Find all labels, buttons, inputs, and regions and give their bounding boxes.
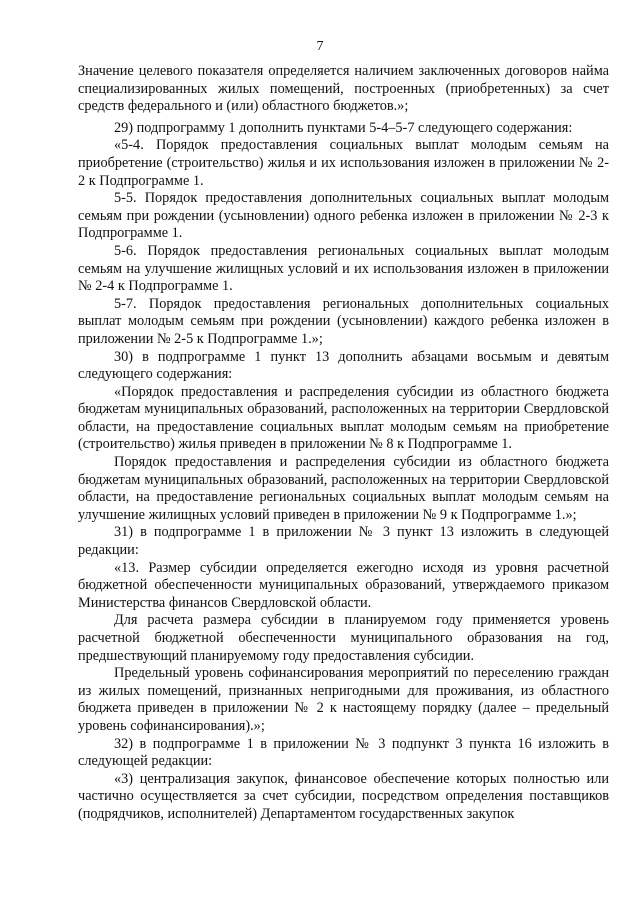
- paragraph-target-indicator: Значение целевого показателя определяется наличием заключенных договоров найма специализированных жилых помещений, построенных (приобретенных) за счет средств федерального и (или) областного бюджетов.»;: [78, 63, 609, 115]
- paragraph-item-32: 32) в подпрограмме 1 в приложении № 3 подпункт 3 пункта 16 изложить в следующей редакции:: [78, 735, 609, 770]
- paragraph-subsidy-order-1: «Порядок предоставления и распределения субсидии из областного бюджета бюджетам муниципальных образований, расположенных на территории Свердловской области, на предоставление социальных выплат молодым семьям на приобретение (строительство) жилья приведен в приложении № 8 к Подпрограмме 1.: [78, 383, 609, 453]
- paragraph-subsidy-calc: Для расчета размера субсидии в планируемом году применяется уровень расчетной бюджетной обеспеченности муниципального образования на год, предшествующий планируемому году предоставления субсидии.: [78, 612, 609, 664]
- paragraph-13: «13. Размер субсидии определяется ежегодно исходя из уровня расчетной бюджетной обеспеченности муниципальных образований, утверждаемого приказом Министерства финансов Свердловской области.: [78, 559, 609, 611]
- paragraph-item-29: 29) подпрограмму 1 дополнить пунктами 5-4–5-7 следующего содержания:: [114, 119, 573, 136]
- paragraph-item-30: 30) в подпрограмме 1 пункт 13 дополнить абзацами восьмым и девятым следующего содержания:: [78, 348, 609, 383]
- paragraph-5-6: 5-6. Порядок предоставления региональных социальных выплат молодым семьям на улучшение жилищных условий и их использования изложен в приложении № 2-4 к Подпрограмме 1.: [78, 242, 609, 295]
- paragraph-5-5: 5-5. Порядок предоставления дополнительных социальных выплат молодым семьям при рождении (усыновлении) одного ребенка изложен в приложении № 2-3 к Подпрограмме 1.: [78, 190, 609, 242]
- paragraph-item-31: 31) в подпрограмме 1 в приложении № 3 пункт 13 изложить в следующей редакции:: [78, 524, 609, 559]
- paragraph-5-7: 5-7. Порядок предоставления региональных дополнительных социальных выплат молодым семьям при рождении (усыновлении) каждого ребенка изложен в приложении № 2-5 к Подпрограмме 1.»;: [78, 295, 609, 347]
- paragraph-subsidy-order-2: Порядок предоставления и распределения субсидии из областного бюджета бюджетам муниципальных образований, расположенных на территории Свердловской области, на предоставление региональных социальных выплат молодым семьям на улучшение жилищных условий приведен в приложении № 9 к Подпрограмме 1.»;: [78, 454, 609, 523]
- document-body: [78, 63, 609, 824]
- paragraph-5-4: «5-4. Порядок предоставления социальных выплат молодым семьям на приобретение (строительство) жилья и их использования изложен в приложении № 2-2 к Подпрограмме 1.: [78, 137, 609, 189]
- paragraph-cofinancing-limit: Предельный уровень софинансирования мероприятий по переселению граждан из жилых помещений, признанных непригодными для проживания, из областного бюджета приведен в приложении № 2 к настоящему порядку (далее – предельный уровень софинансирования).»;: [78, 665, 609, 734]
- paragraph-subitem-3: «3) централизация закупок, финансовое обеспечение которых полностью или частично осуществляется за счет субсидии, посредством определения поставщиков (подрядчиков, исполнителей) Департаментом государственных закупок: [78, 770, 609, 822]
- page-number: 7: [316, 39, 324, 54]
